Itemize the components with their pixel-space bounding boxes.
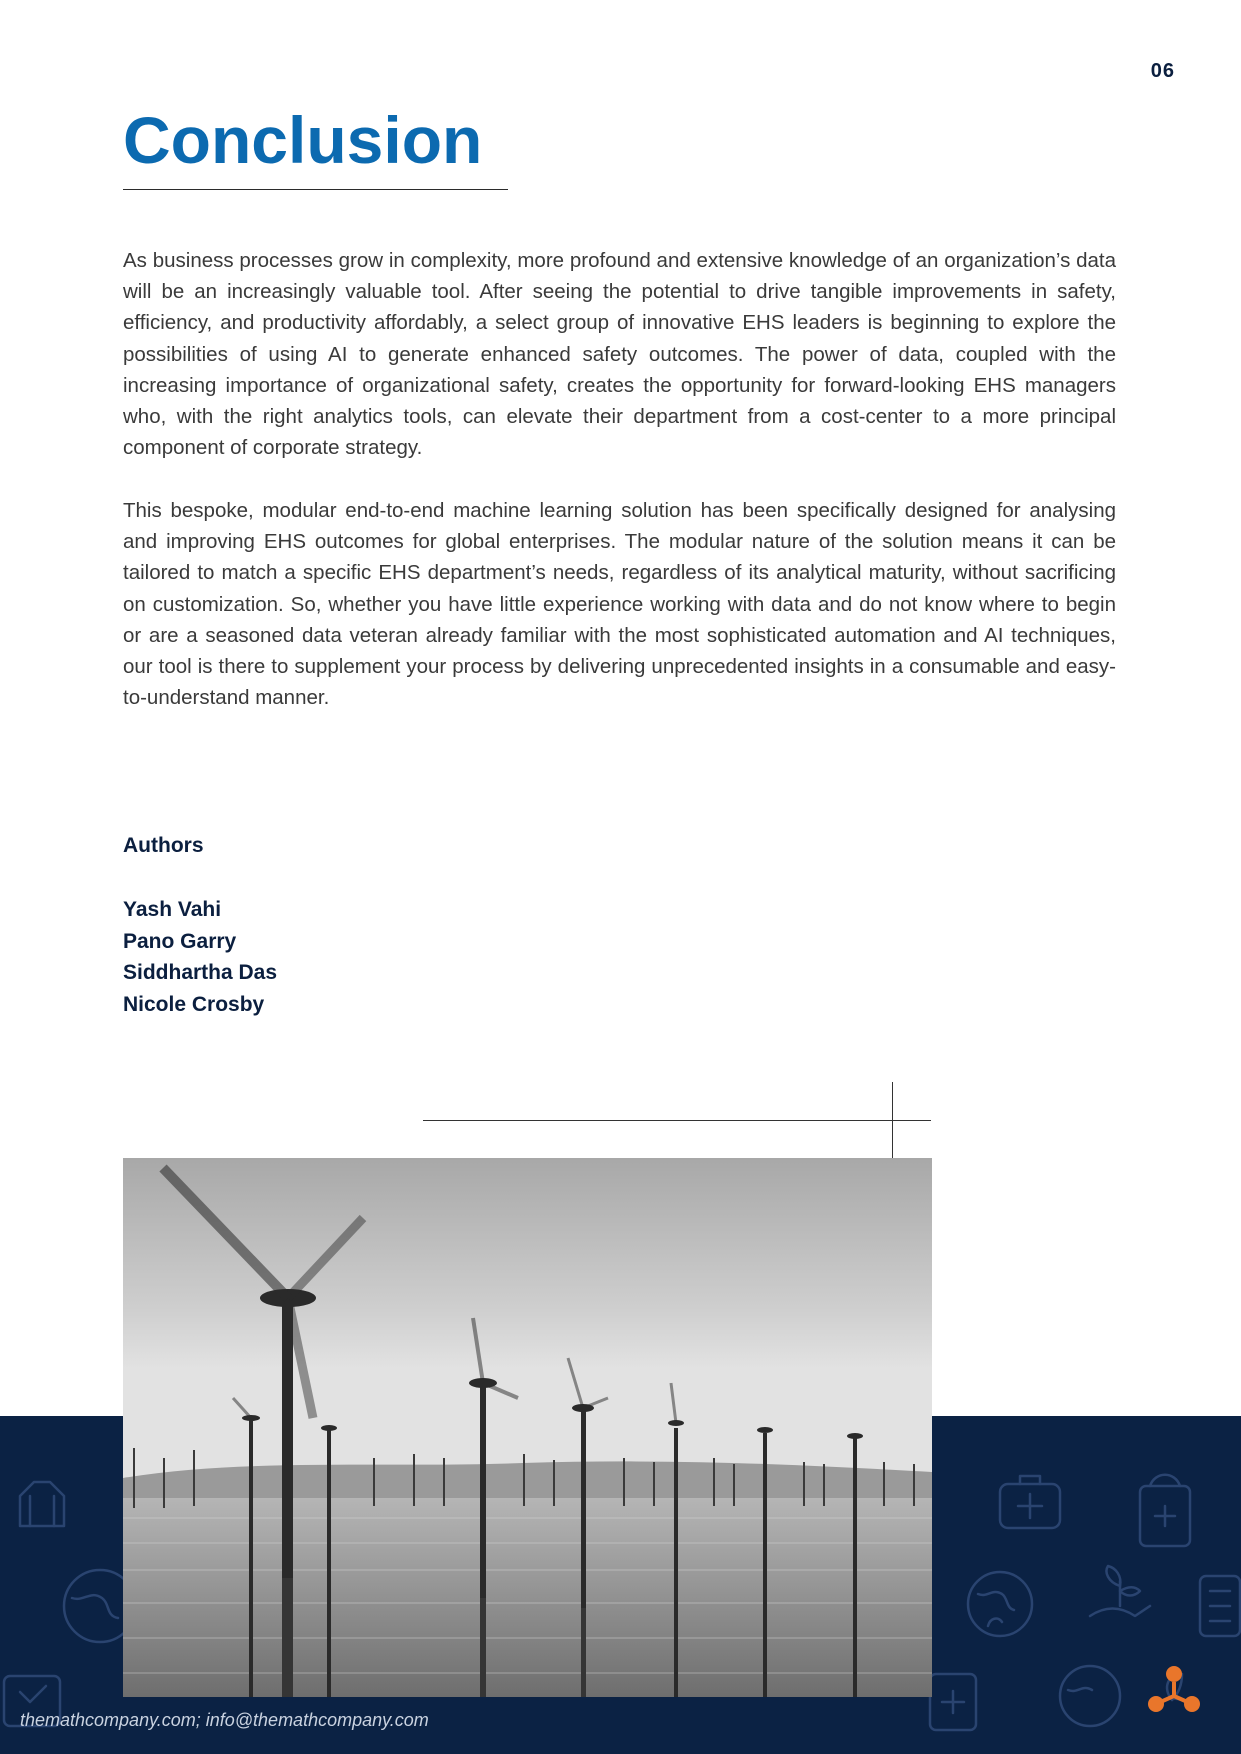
author-name: Nicole Crosby — [123, 992, 265, 1016]
wind-turbine-photo — [123, 1158, 932, 1697]
company-logo-icon — [1144, 1664, 1204, 1718]
conclusion-paragraph-1: As business processes grow in complexity, more profound and extensive knowledge of an organization’s data will be an increasingly valuable tool. After seeing the potential to drive tangible improvements in safety, efficiency, and productivity affordably, a select group of innovative EHS leaders is beginning to explore the possibilities of using AI to generate enhanced safety outcomes. The power of data, coupled with the increasing importance of organizational safety, creates the opportunity for forward-looking EHS managers who, with the right analytics tools, can elevate their department from a cost-center to a more principal component of corporate strategy. — [123, 249, 1116, 460]
title-underline — [123, 189, 508, 190]
author-name: Siddhartha Das — [123, 961, 278, 984]
decorative-horizontal-line — [423, 1120, 931, 1121]
author-name: Yash Vahi — [123, 898, 222, 921]
decorative-vertical-line — [892, 1082, 893, 1159]
footer-contact: themathcompany.com; info@themathcompany.com — [20, 1710, 429, 1730]
conclusion-paragraph-2: This bespoke, modular end-to-end machine learning solution has been specifically designed for analysing and improving EHS outcomes for global enterprises. The modular nature of the solution means it can be tailored to match a specific EHS department’s needs, regardless of its analytical maturity, without sacrificing on customization. So, whether you have little experience working with data and do not know where to begin or are a seasoned data veteran already familiar with the most sophisticated automation and AI techniques, our tool is there to supplement your process by delivering unprecedented insights in a consumable and easy-to-understand manner. — [123, 499, 1116, 710]
authors-heading: Authors — [123, 834, 204, 857]
page-title: Conclusion — [123, 103, 483, 177]
authors-list — [123, 894, 277, 1020]
page-number: 06 — [1150, 60, 1175, 82]
author-name: Pano Garry — [123, 929, 237, 953]
